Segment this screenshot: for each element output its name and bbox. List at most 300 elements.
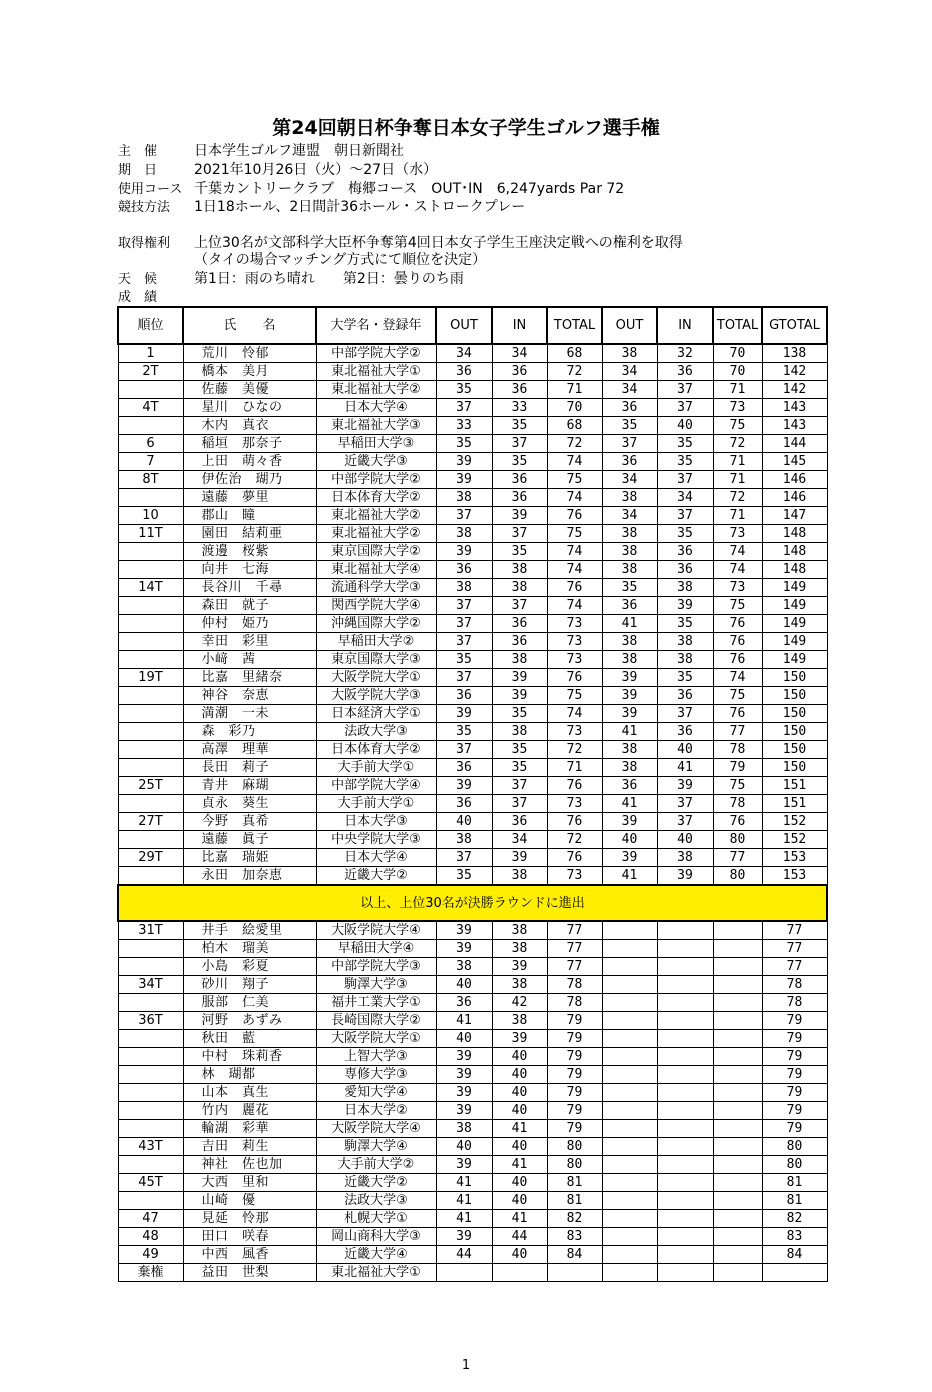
university-cell: 大手前大学②: [316, 1156, 436, 1174]
score-cell: 39: [492, 669, 547, 687]
score-cell: 74: [547, 597, 602, 615]
column-header: TOTAL: [547, 307, 602, 344]
score-cell: 79: [762, 1012, 827, 1030]
table-row: [118, 489, 827, 507]
score-cell: 37: [436, 615, 492, 633]
score-cell: 38: [657, 849, 713, 867]
score-cell: 79: [547, 1102, 602, 1120]
score-cell: 71: [713, 381, 762, 399]
university-cell: 福井工業大学①: [316, 994, 436, 1012]
info-label: 期 日: [118, 163, 158, 178]
score-cell: 80: [547, 1156, 602, 1174]
info-value: 千葉カントリークラブ 梅郷コース OUT･IN 6,247yards Par 72: [194, 181, 625, 197]
score-cell: 76: [547, 579, 602, 597]
university-cell: 早稲田大学③: [316, 435, 436, 453]
player-name-cell: 木内 真衣: [183, 417, 316, 435]
score-cell: 71: [547, 381, 602, 399]
rank-cell: 7: [118, 453, 183, 471]
score-cell: [657, 1030, 713, 1048]
university-cell: 早稲田大学④: [316, 940, 436, 958]
score-cell: 75: [547, 525, 602, 543]
university-cell: 流通科学大学③: [316, 579, 436, 597]
rank-cell: [118, 1102, 183, 1120]
table-row: [118, 849, 827, 867]
score-cell: 70: [547, 399, 602, 417]
score-cell: 37: [492, 777, 547, 795]
score-cell: 40: [436, 1138, 492, 1156]
score-cell: 39: [492, 687, 547, 705]
rank-cell: [118, 561, 183, 579]
score-cell: 150: [762, 669, 827, 687]
column-header: IN: [492, 307, 547, 344]
player-name-cell: 永田 加奈恵: [183, 867, 316, 886]
score-cell: 35: [657, 615, 713, 633]
player-name-cell: 見延 怜那: [183, 1210, 316, 1228]
score-cell: 40: [492, 1084, 547, 1102]
score-cell: 41: [602, 615, 657, 633]
score-cell: 74: [547, 453, 602, 471]
score-cell: [602, 921, 657, 940]
score-cell: 39: [436, 1084, 492, 1102]
score-cell: [713, 1210, 762, 1228]
score-cell: 75: [713, 417, 762, 435]
score-cell: 39: [602, 687, 657, 705]
score-cell: [657, 958, 713, 976]
score-cell: [657, 1066, 713, 1084]
score-cell: 73: [547, 867, 602, 886]
table-row: [118, 543, 827, 561]
score-cell: [657, 1210, 713, 1228]
page-title: 第24回朝日杯争奪日本女子学生ゴルフ選手権: [272, 117, 660, 139]
table-row: [118, 741, 827, 759]
player-name-cell: 砂川 翔子: [183, 976, 316, 994]
score-cell: 36: [436, 363, 492, 381]
score-cell: 72: [547, 363, 602, 381]
table-row: [118, 1012, 827, 1030]
player-name-cell: 秋田 藍: [183, 1030, 316, 1048]
table-row: [118, 363, 827, 381]
score-cell: 37: [492, 435, 547, 453]
player-name-cell: 今野 真希: [183, 813, 316, 831]
university-cell: 東京国際大学③: [316, 651, 436, 669]
score-cell: [602, 1030, 657, 1048]
info-label: 成 績: [118, 290, 158, 305]
score-cell: 148: [762, 543, 827, 561]
score-cell: 39: [492, 507, 547, 525]
score-cell: 150: [762, 723, 827, 741]
score-cell: 35: [492, 417, 547, 435]
score-cell: 37: [436, 669, 492, 687]
score-cell: [713, 1066, 762, 1084]
score-cell: 39: [436, 921, 492, 940]
player-name-cell: 橋本 美月: [183, 363, 316, 381]
table-row: [118, 615, 827, 633]
score-cell: 37: [436, 849, 492, 867]
university-cell: 中部学院大学④: [316, 777, 436, 795]
rank-cell: 19T: [118, 669, 183, 687]
score-cell: 35: [492, 705, 547, 723]
score-cell: [713, 1174, 762, 1192]
score-cell: 37: [657, 795, 713, 813]
score-cell: 79: [762, 1066, 827, 1084]
score-cell: 142: [762, 363, 827, 381]
rank-cell: [118, 741, 183, 759]
rank-cell: [118, 1030, 183, 1048]
score-cell: [657, 940, 713, 958]
table-row: [118, 831, 827, 849]
score-cell: 80: [762, 1138, 827, 1156]
score-cell: 68: [547, 344, 602, 363]
score-cell: 35: [657, 453, 713, 471]
score-cell: 79: [547, 1084, 602, 1102]
score-cell: [713, 994, 762, 1012]
score-cell: 41: [436, 1210, 492, 1228]
score-cell: 72: [547, 741, 602, 759]
score-cell: 79: [762, 1120, 827, 1138]
university-cell: 中央学院大学③: [316, 831, 436, 849]
score-cell: 39: [602, 813, 657, 831]
university-cell: 駒澤大学③: [316, 976, 436, 994]
score-cell: 76: [547, 777, 602, 795]
player-name-cell: 比嘉 瑞姫: [183, 849, 316, 867]
score-cell: 37: [436, 633, 492, 651]
table-row: [118, 1066, 827, 1084]
player-name-cell: 比嘉 里緒奈: [183, 669, 316, 687]
score-cell: 38: [602, 489, 657, 507]
score-cell: 34: [602, 471, 657, 489]
score-cell: 142: [762, 381, 827, 399]
rank-cell: 48: [118, 1228, 183, 1246]
table-row: [118, 597, 827, 615]
score-cell: 72: [547, 435, 602, 453]
rank-cell: 8T: [118, 471, 183, 489]
rank-cell: [118, 1048, 183, 1066]
score-cell: [713, 921, 762, 940]
score-cell: 82: [762, 1210, 827, 1228]
score-cell: 39: [436, 1048, 492, 1066]
score-cell: [657, 921, 713, 940]
university-cell: 大阪学院大学④: [316, 1120, 436, 1138]
score-cell: 38: [436, 525, 492, 543]
score-cell: [602, 1066, 657, 1084]
table-row: [118, 921, 827, 940]
university-cell: 沖縄国際大学②: [316, 615, 436, 633]
player-name-cell: 仲村 姫乃: [183, 615, 316, 633]
university-cell: 日本大学②: [316, 1102, 436, 1120]
rank-cell: 29T: [118, 849, 183, 867]
info-value: 第1日：雨のち晴れ 第2日：曇りのち雨: [194, 271, 464, 287]
player-name-cell: 長谷川 千尋: [183, 579, 316, 597]
column-header: TOTAL: [713, 307, 762, 344]
score-cell: 38: [657, 633, 713, 651]
player-name-cell: 竹内 麗花: [183, 1102, 316, 1120]
table-row: [118, 561, 827, 579]
score-cell: 149: [762, 651, 827, 669]
rank-cell: [118, 633, 183, 651]
score-cell: 37: [657, 471, 713, 489]
info-label: 競技方法: [118, 200, 171, 215]
score-cell: 37: [602, 435, 657, 453]
table-row: [118, 1030, 827, 1048]
score-cell: 36: [602, 399, 657, 417]
score-cell: 40: [492, 1192, 547, 1210]
score-cell: [436, 1264, 492, 1282]
column-header: 順位: [118, 307, 183, 344]
rank-cell: 10: [118, 507, 183, 525]
score-cell: 38: [602, 741, 657, 759]
score-cell: 75: [713, 687, 762, 705]
score-cell: 39: [602, 669, 657, 687]
score-cell: 39: [436, 940, 492, 958]
university-cell: 専修大学③: [316, 1066, 436, 1084]
score-cell: 36: [602, 597, 657, 615]
score-cell: 36: [436, 994, 492, 1012]
page-number: 1: [461, 1358, 471, 1373]
rank-cell: [118, 705, 183, 723]
university-cell: 東京国際大学②: [316, 543, 436, 561]
score-cell: 76: [713, 633, 762, 651]
score-cell: 37: [492, 525, 547, 543]
score-cell: 34: [492, 831, 547, 849]
score-cell: 41: [492, 1210, 547, 1228]
player-name-cell: 田口 咲春: [183, 1228, 316, 1246]
rank-cell: [118, 1120, 183, 1138]
info-value: 2021年10月26日（火）～27日（水）: [194, 162, 438, 178]
score-cell: [713, 958, 762, 976]
score-cell: 79: [547, 1030, 602, 1048]
score-cell: [657, 1120, 713, 1138]
table-row: [118, 507, 827, 525]
info-label: 使用コース: [118, 182, 183, 197]
score-cell: 40: [492, 1246, 547, 1264]
score-cell: 150: [762, 705, 827, 723]
score-cell: 35: [492, 741, 547, 759]
score-cell: 37: [436, 399, 492, 417]
score-cell: 39: [657, 777, 713, 795]
score-cell: 36: [602, 777, 657, 795]
rank-cell: 34T: [118, 976, 183, 994]
score-cell: 40: [436, 813, 492, 831]
score-cell: 151: [762, 795, 827, 813]
info-value: （タイの場合マッチング方式にて順位を決定）: [194, 252, 487, 268]
score-cell: 36: [657, 363, 713, 381]
score-cell: 38: [657, 651, 713, 669]
score-cell: 153: [762, 867, 827, 886]
university-cell: 大阪学院大学④: [316, 921, 436, 940]
rank-cell: [118, 1084, 183, 1102]
table-row: [118, 1192, 827, 1210]
score-cell: 151: [762, 777, 827, 795]
score-cell: [602, 1138, 657, 1156]
score-cell: 36: [492, 381, 547, 399]
score-cell: 39: [436, 471, 492, 489]
table-row: [118, 381, 827, 399]
score-cell: 34: [602, 507, 657, 525]
table-row: [118, 435, 827, 453]
university-cell: 日本大学④: [316, 399, 436, 417]
university-cell: 東北福祉大学③: [316, 417, 436, 435]
score-cell: [602, 1084, 657, 1102]
score-cell: 80: [713, 867, 762, 886]
score-cell: 143: [762, 399, 827, 417]
university-cell: 東北福祉大学②: [316, 525, 436, 543]
score-cell: 36: [492, 489, 547, 507]
score-cell: [657, 1264, 713, 1282]
score-cell: 149: [762, 633, 827, 651]
score-cell: 40: [436, 976, 492, 994]
rank-cell: 45T: [118, 1174, 183, 1192]
score-cell: 70: [713, 344, 762, 363]
score-cell: [602, 1120, 657, 1138]
score-cell: 40: [492, 1102, 547, 1120]
table-row: [118, 579, 827, 597]
info-label: 主 催: [118, 144, 158, 159]
score-cell: [713, 1228, 762, 1246]
score-cell: 144: [762, 435, 827, 453]
info-line: [118, 198, 525, 217]
column-header: IN: [657, 307, 713, 344]
info-label: 取得権利: [118, 236, 171, 251]
score-cell: 39: [436, 543, 492, 561]
score-cell: 76: [713, 651, 762, 669]
university-cell: 法政大学③: [316, 723, 436, 741]
score-cell: 39: [657, 597, 713, 615]
university-cell: 日本体育大学②: [316, 741, 436, 759]
score-cell: 40: [657, 417, 713, 435]
score-cell: 76: [713, 813, 762, 831]
score-cell: [713, 940, 762, 958]
table-row: [118, 1120, 827, 1138]
cut-line-row: [118, 885, 827, 921]
score-cell: 33: [436, 417, 492, 435]
column-header: 氏 名: [183, 307, 316, 344]
rank-cell: 14T: [118, 579, 183, 597]
score-cell: [713, 1192, 762, 1210]
university-cell: 日本体育大学②: [316, 489, 436, 507]
score-cell: [657, 976, 713, 994]
table-row: [118, 958, 827, 976]
player-name-cell: 遠藤 眞子: [183, 831, 316, 849]
university-cell: 日本経済大学①: [316, 705, 436, 723]
score-cell: 39: [492, 849, 547, 867]
score-cell: 39: [436, 1228, 492, 1246]
university-cell: 中部学院大学②: [316, 471, 436, 489]
table-row: [118, 1210, 827, 1228]
table-row: [118, 399, 827, 417]
score-cell: 37: [492, 597, 547, 615]
info-value: 上位30名が文部科学大臣杯争奪第4回日本女子学生王座決定戦への権利を取得: [194, 235, 683, 251]
score-cell: 146: [762, 489, 827, 507]
rank-cell: 31T: [118, 921, 183, 940]
score-cell: 78: [547, 994, 602, 1012]
score-cell: 76: [547, 813, 602, 831]
university-cell: 東北福祉大学②: [316, 507, 436, 525]
player-name-cell: 小﨑 茜: [183, 651, 316, 669]
table-row: [118, 651, 827, 669]
score-cell: 79: [547, 1048, 602, 1066]
score-cell: 75: [547, 687, 602, 705]
rank-cell: [118, 958, 183, 976]
table-row: [118, 813, 827, 831]
score-cell: 38: [492, 723, 547, 741]
score-cell: 39: [436, 777, 492, 795]
rank-cell: 棄権: [118, 1264, 183, 1282]
player-name-cell: 神谷 奈恵: [183, 687, 316, 705]
player-name-cell: 園田 結莉亜: [183, 525, 316, 543]
university-cell: 駒澤大学④: [316, 1138, 436, 1156]
table-row: [118, 994, 827, 1012]
player-name-cell: 山崎 優: [183, 1192, 316, 1210]
table-row: [118, 525, 827, 543]
score-cell: 37: [436, 507, 492, 525]
score-cell: 36: [492, 363, 547, 381]
score-cell: 71: [713, 471, 762, 489]
score-cell: 82: [547, 1210, 602, 1228]
rank-cell: [118, 381, 183, 399]
column-header: 大学名・登録年: [316, 307, 436, 344]
table-row: [118, 669, 827, 687]
university-cell: 中部学院大学③: [316, 958, 436, 976]
score-cell: 34: [492, 344, 547, 363]
score-cell: [657, 1156, 713, 1174]
score-cell: 74: [713, 561, 762, 579]
score-cell: [713, 1048, 762, 1066]
score-cell: 39: [657, 867, 713, 886]
score-cell: 75: [713, 777, 762, 795]
score-cell: 35: [436, 867, 492, 886]
score-cell: 40: [602, 831, 657, 849]
score-cell: 150: [762, 741, 827, 759]
table-row: [118, 867, 827, 886]
rank-cell: [118, 723, 183, 741]
score-cell: 35: [436, 435, 492, 453]
score-cell: 41: [602, 867, 657, 886]
score-cell: 36: [436, 561, 492, 579]
score-cell: 35: [657, 435, 713, 453]
table-row: [118, 723, 827, 741]
table-row: [118, 795, 827, 813]
score-cell: 38: [492, 867, 547, 886]
player-name-cell: 森田 就子: [183, 597, 316, 615]
score-cell: [602, 1048, 657, 1066]
score-cell: 41: [436, 1174, 492, 1192]
score-cell: 76: [713, 705, 762, 723]
score-cell: 39: [436, 705, 492, 723]
score-cell: [713, 1120, 762, 1138]
score-cell: 34: [657, 489, 713, 507]
score-cell: [713, 976, 762, 994]
score-cell: 38: [436, 579, 492, 597]
table-row: [118, 1084, 827, 1102]
score-cell: 41: [436, 1012, 492, 1030]
university-cell: 早稲田大学②: [316, 633, 436, 651]
score-cell: [657, 1048, 713, 1066]
rank-cell: 47: [118, 1210, 183, 1228]
score-cell: 81: [547, 1192, 602, 1210]
rank-cell: [118, 1192, 183, 1210]
score-cell: 36: [436, 795, 492, 813]
score-cell: [657, 1012, 713, 1030]
score-cell: 73: [713, 579, 762, 597]
score-cell: 149: [762, 597, 827, 615]
player-name-cell: 佐藤 美優: [183, 381, 316, 399]
university-cell: 東北福祉大学④: [316, 561, 436, 579]
score-cell: 83: [762, 1228, 827, 1246]
university-cell: 東北福祉大学②: [316, 381, 436, 399]
table-row: [118, 1048, 827, 1066]
score-cell: 138: [762, 344, 827, 363]
score-cell: 145: [762, 453, 827, 471]
